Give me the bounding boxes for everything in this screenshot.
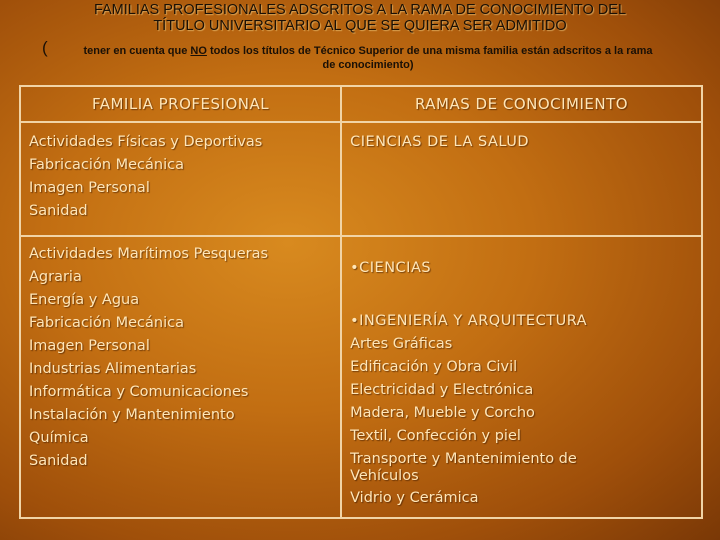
page-title <box>0 2 720 34</box>
family-item: Agraria <box>29 269 82 285</box>
table-row <box>20 122 702 236</box>
sub-branch-item: Artes Gráficas <box>350 336 453 352</box>
family-item: Química <box>29 430 89 446</box>
sub-branch-item: Edificación y Obra Civil <box>350 359 518 375</box>
branch-ciencias: •CIENCIAS <box>350 260 432 276</box>
note <box>42 38 688 72</box>
sub-branch-item: Transporte y Mantenimiento de <box>350 451 577 467</box>
branch-name: CIENCIAS DE LA SALUD <box>350 134 530 150</box>
family-item: Instalación y Mantenimiento <box>29 407 235 423</box>
families-cell <box>20 122 341 236</box>
family-item: Sanidad <box>29 203 88 219</box>
sub-branch-item: Madera, Mueble y Corcho <box>350 405 535 421</box>
title-line-2: TÍTULO UNIVERSITARIO AL QUE SE QUIERA SER ADMITIDO <box>153 18 567 34</box>
note-paren: ( <box>42 38 48 57</box>
sub-branch-item: Textil, Confección y piel <box>350 428 521 444</box>
family-item: Actividades Marítimos Pesqueras <box>29 246 269 262</box>
family-item: Informática y Comunicaciones <box>29 384 249 400</box>
families-table <box>19 85 703 519</box>
branch-cell <box>341 236 702 518</box>
family-item: Industrias Alimentarias <box>29 361 197 377</box>
families-cell <box>20 236 341 518</box>
family-item: Fabricación Mecánica <box>29 315 184 331</box>
header-ramas: RAMAS DE CONOCIMIENTO <box>341 86 702 122</box>
title-line-1: FAMILIAS PROFESIONALES ADSCRITOS A LA RAMA DE CONOCIMIENTO DEL <box>93 2 627 18</box>
note-line-2: de conocimiento) <box>322 59 414 71</box>
note-text-after: todos los títulos de Técnico Superior de una misma familia están adscritos a la rama <box>206 45 653 57</box>
branch-ingenieria: •INGENIERÍA Y ARQUITECTURA <box>350 313 588 329</box>
family-item: Actividades Físicas y Deportivas <box>29 134 263 150</box>
table-header-row <box>20 86 702 122</box>
family-item: Energía y Agua <box>29 292 140 308</box>
header-familia: FAMILIA PROFESIONAL <box>20 86 341 122</box>
sub-branch-item: Vidrio y Cerámica <box>350 490 479 506</box>
family-item: Imagen Personal <box>29 338 150 354</box>
family-item: Sanidad <box>29 453 88 469</box>
note-text-before: tener en cuenta que <box>83 45 191 57</box>
sub-branch-item: Electricidad y Electrónica <box>350 382 534 398</box>
sub-branch-item-wrap: Vehículos <box>350 468 419 484</box>
family-item: Imagen Personal <box>29 180 150 196</box>
table-row <box>20 236 702 518</box>
family-item: Fabricación Mecánica <box>29 157 184 173</box>
note-underlined: NO <box>190 45 207 57</box>
branch-cell <box>341 122 702 236</box>
